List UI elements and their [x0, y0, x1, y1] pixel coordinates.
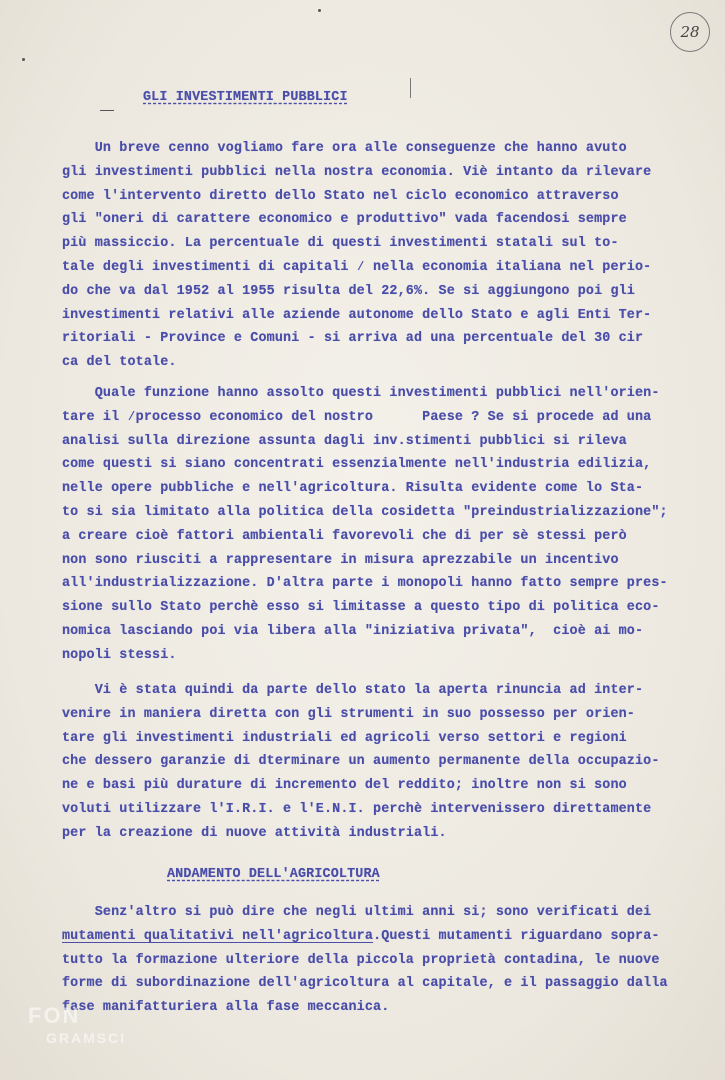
- text-line: gli "oneri di carattere economico e produttivo" vada facendosi sempre: [62, 212, 627, 228]
- paragraph-3: [62, 679, 722, 846]
- text-line: tale degli investimenti di capitali ∕ nella economia italiana nel perio-: [62, 259, 652, 275]
- text-run: .Questi mutamenti riguardano sopra-: [373, 928, 660, 944]
- text-line: come l'intervento diretto dello Stato nel ciclo economico attraverso: [62, 188, 619, 204]
- text-line: sione sullo Stato perchè esso si limitasse a questo tipo di politica eco-: [62, 600, 660, 616]
- text-line: Vi è stata quindi da parte dello stato la aperta rinuncia ad inter-: [62, 683, 644, 698]
- text-line: investimenti relativi alle aziende autonome dello Stato e agli Enti Ter-: [62, 307, 652, 323]
- text-line: [62, 972, 722, 996]
- text-line: [62, 996, 722, 1020]
- paragraph-1: [62, 137, 722, 375]
- text-line: per la creazione di nuove attività industriali.: [62, 825, 447, 841]
- text-line: ca del totale.: [62, 355, 177, 371]
- text-run: Senz'altro si può dire che negli ultimi anni si; sono verificati dei: [62, 905, 652, 920]
- text-line: ne e basi più durature di incremento del reddito; inoltre non si sono: [62, 778, 627, 794]
- text-line: che dessero garanzie di dterminare un aumento permanente della occupazio-: [62, 754, 660, 770]
- text-line: to si sia limitato alla politica della cosidetta "preindustrializzazione";: [62, 504, 668, 520]
- text-line: [62, 925, 722, 949]
- text-line: gli investimenti pubblici nella nostra economia. Viè intanto da rilevare: [62, 164, 652, 180]
- underlined-phrase: mutamenti qualitativi nell'agricoltura: [62, 928, 374, 944]
- pencil-mark: [410, 78, 411, 98]
- text-line: ritoriali - Province e Comuni - si arriva ad una percentuale del 30 cir: [62, 331, 644, 347]
- text-line: [62, 949, 722, 973]
- paragraph-2: [62, 382, 722, 668]
- section-heading-agricoltura: ANDAMENTO DELL'AGRICOLTURA: [167, 867, 380, 882]
- text-line: non sono riusciti a rappresentare in misura aprezzabile un incentivo: [62, 552, 619, 568]
- text-line: tare gli investimenti industriali ed agricoli verso settori e regioni: [62, 730, 627, 746]
- text-run: tutto la formazione ulteriore della piccola proprietà contadina, le nuove: [62, 952, 660, 968]
- text-line: do che va dal 1952 al 1955 risulta del 22,6%. Se si aggiungono poi gli: [62, 283, 635, 299]
- text-line: analisi sulla direzione assunta dagli inv.stimenti pubblici si rileva: [62, 433, 627, 449]
- text-line: nelle opere pubbliche e nell'agricoltura. Risulta evidente come lo Sta-: [62, 481, 644, 497]
- page-number: 28: [670, 12, 710, 52]
- text-line: [62, 901, 722, 925]
- speck-mark: [22, 58, 25, 61]
- text-line: a creare cioè fattori ambientali favorevoli che di per sè stessi però: [62, 528, 627, 544]
- paragraph-4: [62, 901, 722, 1020]
- text-line: tare il ∕processo economico del nostro Paese ? Se si procede ad una: [62, 409, 652, 425]
- text-line: all'industrializzazione. D'altra parte i monopoli hanno fatto sempre pres-: [62, 576, 668, 592]
- text-line: voluti utilizzare l'I.R.I. e l'E.N.I. perchè intervenissero direttamente: [62, 801, 652, 817]
- pencil-dash: [100, 110, 114, 111]
- archive-watermark: [28, 1005, 126, 1049]
- text-line: nopoli stessi.: [62, 647, 177, 663]
- watermark-line: GRAMSCI: [46, 1030, 127, 1046]
- text-line: come questi si siano concentrati essenzialmente nell'industria edilizia,: [62, 457, 652, 473]
- text-line: più massiccio. La percentuale di questi investimenti statali sul to-: [62, 236, 619, 252]
- text-line: Quale funzione hanno assolto questi investimenti pubblici nell'orien-: [62, 386, 660, 401]
- text-run: forme di subordinazione dell'agricoltura al capitale, e il passaggio dalla: [62, 976, 668, 992]
- speck-mark: [318, 9, 321, 12]
- text-line: nomica lasciando poi via libera alla "iniziativa privata", cioè ai mo-: [62, 623, 644, 639]
- watermark-line: FON: [28, 1003, 81, 1028]
- text-run: fase manifatturiera alla fase meccanica.: [62, 1000, 390, 1016]
- text-line: Un breve cenno vogliamo fare ora alle conseguenze che hanno avuto: [62, 141, 627, 156]
- text-line: venire in maniera diretta con gli strumenti in suo possesso per orien-: [62, 706, 635, 722]
- section-heading-investimenti: GLI INVESTIMENTI PUBBLICI: [143, 90, 348, 105]
